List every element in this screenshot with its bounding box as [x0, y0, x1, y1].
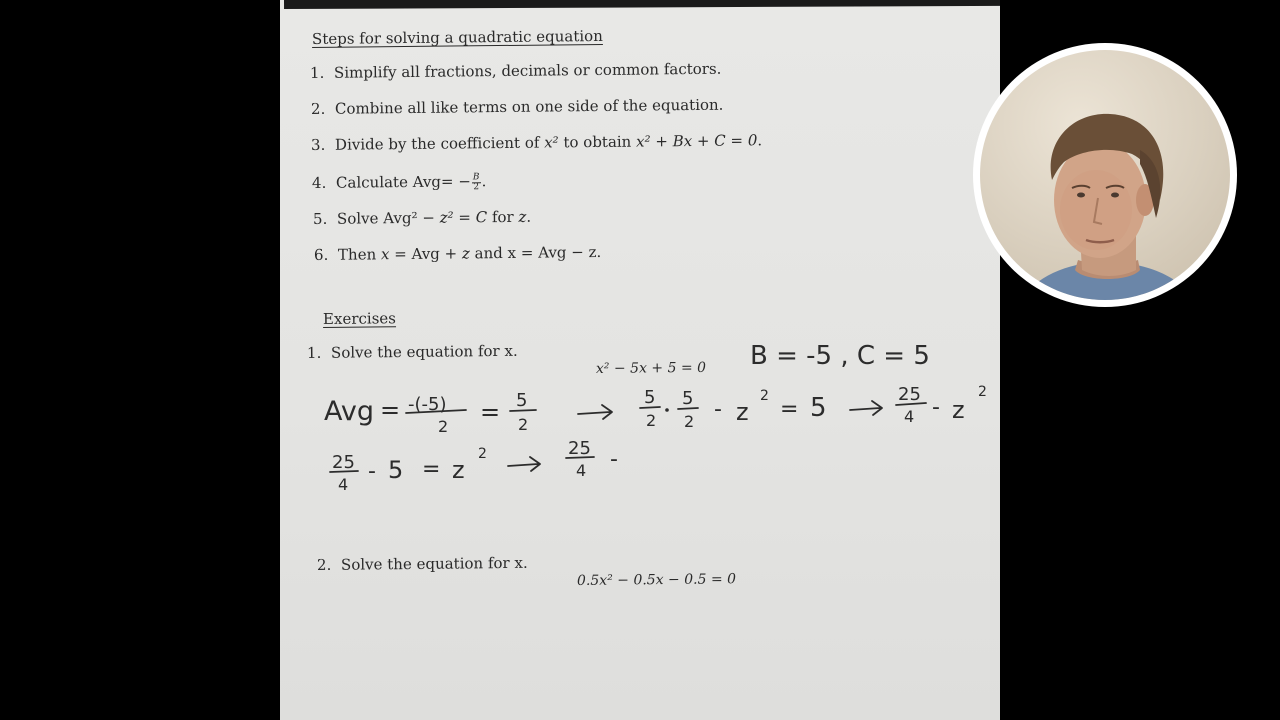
- step-text: Solve Avg² −: [336, 208, 440, 228]
- handwritten-equals: =: [480, 398, 501, 426]
- handwritten-denominator: 4: [338, 475, 349, 494]
- exercise-text: Solve the equation for x.: [330, 341, 518, 362]
- handwritten-fraction-bar: [330, 471, 358, 472]
- handwritten-exponent: 2: [478, 446, 487, 462]
- handwritten-equals: =: [780, 397, 799, 422]
- handwritten-equals: =: [380, 396, 401, 424]
- step-text: Divide by the coefficient of: [334, 133, 545, 154]
- handwritten-denominator: 2: [438, 417, 449, 436]
- step-text: Calculate Avg= −: [335, 172, 471, 192]
- handwritten-bc-values: B = -5 , C = 5: [750, 341, 930, 371]
- equation-text: 0.5x² − 0.5x − 0.5 = 0: [576, 571, 737, 589]
- handwritten-minus: -: [932, 395, 940, 420]
- handwritten-minus: -: [714, 397, 722, 422]
- step-number: 3.: [310, 135, 326, 154]
- handwritten-numerator: 5: [644, 387, 656, 408]
- step-math: z: [461, 244, 470, 263]
- step-number: 1.: [309, 63, 325, 82]
- step-math: x =: [380, 244, 412, 264]
- handwritten-numerator: 25: [898, 384, 921, 405]
- handwritten-exponent: 2: [760, 388, 769, 404]
- step-math: z² = C: [439, 208, 488, 227]
- step-text: Then: [337, 245, 382, 264]
- step-number: 4.: [311, 173, 327, 192]
- step-text: .: [481, 172, 487, 191]
- exercise-number: 2.: [316, 555, 332, 574]
- handwritten-denominator: 2: [646, 411, 657, 430]
- handwritten-z: z: [952, 396, 965, 424]
- presenter-video: [980, 50, 1230, 300]
- handwritten-arrow: [850, 401, 882, 415]
- step-text: Combine all like terms on one side of the equation.: [334, 95, 724, 118]
- handwritten-numerator: 5: [682, 388, 694, 409]
- exercise-text: Solve the equation for x.: [340, 553, 528, 574]
- handwritten-denominator: 2: [518, 415, 529, 434]
- handwritten-equals: =: [422, 457, 441, 482]
- handwritten-arrow: [508, 457, 540, 471]
- handwritten-denominator: 2: [684, 412, 695, 431]
- step-text: and x = Avg − z.: [469, 242, 602, 263]
- handwritten-z: z: [452, 456, 465, 484]
- step-math: x² + Bx + C = 0: [635, 131, 758, 151]
- handwritten-fraction-bar: [510, 410, 536, 411]
- step-text: .: [526, 207, 532, 226]
- handwritten-arrow: [578, 405, 612, 419]
- handwritten-exponent: 2: [978, 384, 987, 400]
- step-text: to obtain: [558, 132, 637, 152]
- step-number: 6.: [313, 245, 329, 264]
- step-text: for: [487, 207, 519, 227]
- handwritten-minus: -: [610, 447, 618, 472]
- handwritten-numerator: 25: [332, 452, 355, 473]
- handwritten-dot: [665, 408, 669, 412]
- handwritten-avg: Avg: [324, 396, 375, 427]
- step-text: .: [757, 131, 763, 150]
- webcam-feed: [980, 50, 1230, 300]
- fraction-denominator: 2: [473, 181, 480, 192]
- handwritten-minus: -: [368, 459, 376, 484]
- handwritten-five: 5: [388, 456, 404, 484]
- step-math: x²: [544, 133, 559, 152]
- handwritten-work: [280, 0, 1000, 720]
- handwritten-numerator: 25: [568, 438, 591, 459]
- handwritten-fraction-bar: [566, 457, 594, 458]
- webcam-overlay: [973, 43, 1237, 307]
- worksheet-heading: Steps for solving a quadratic equation: [311, 26, 603, 48]
- handwritten-numerator: -(-5): [408, 394, 447, 415]
- handwritten-fraction-bar: [640, 407, 660, 408]
- fraction-numerator: B: [472, 171, 480, 182]
- handwritten-denominator: 4: [904, 407, 915, 426]
- handwritten-z: z: [736, 398, 749, 426]
- exercises-heading: Exercises: [322, 309, 397, 328]
- handwritten-numerator: 5: [516, 390, 528, 411]
- worksheet-page: [280, 0, 1000, 720]
- step-math: z: [518, 207, 527, 226]
- handwritten-rhs: 5: [810, 393, 827, 423]
- handwritten-fraction-bar: [678, 408, 698, 409]
- handwritten-denominator: 4: [576, 461, 587, 480]
- step-text: Avg +: [411, 244, 463, 263]
- step-text: Simplify all fractions, decimals or common factors.: [333, 59, 722, 82]
- step-number: 2.: [310, 99, 326, 118]
- exercise-number: 1.: [306, 343, 322, 362]
- equation-text: x² − 5x + 5 = 0: [595, 359, 707, 377]
- step-number: 5.: [312, 209, 328, 228]
